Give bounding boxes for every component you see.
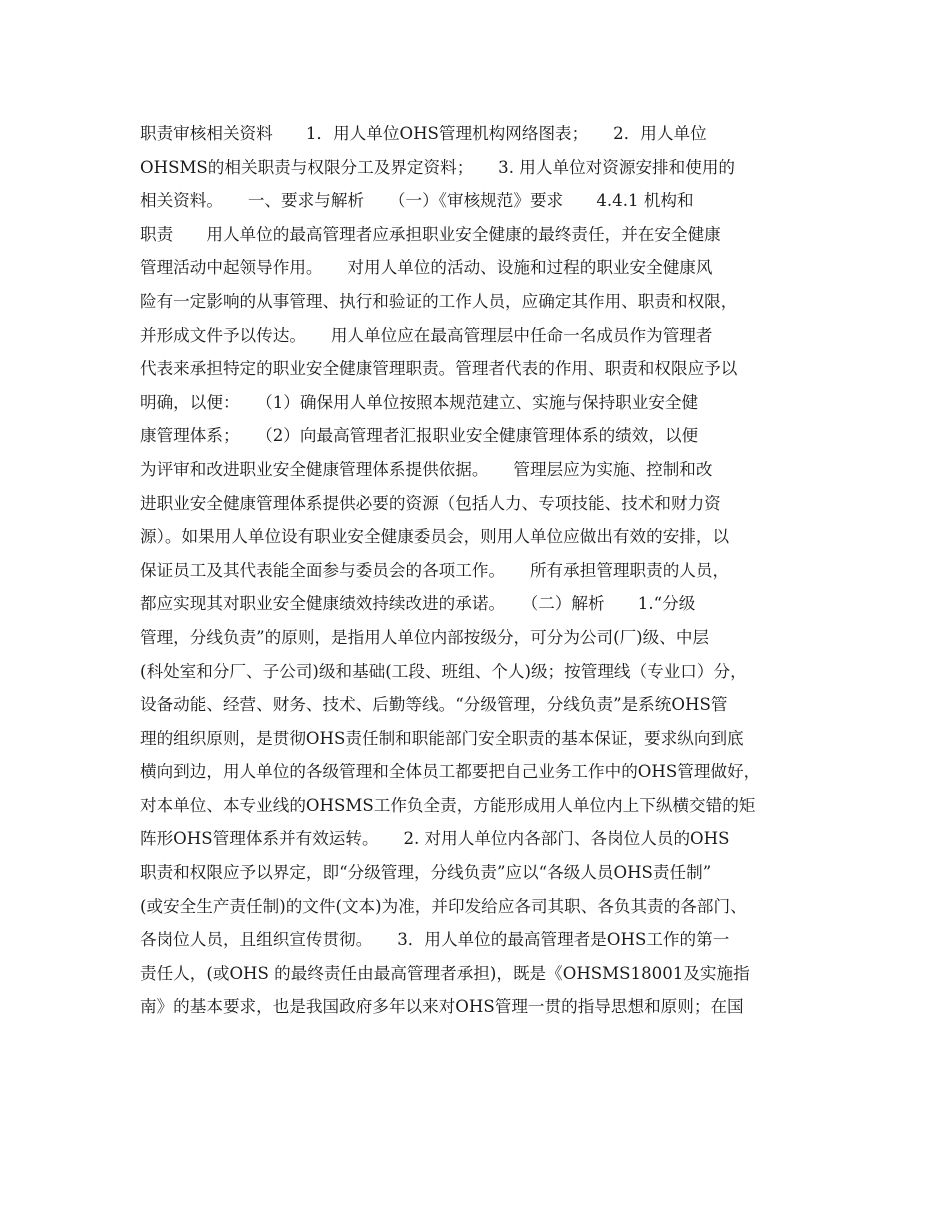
text-line: 险有一定影响的从事管理、执行和验证的工作人员，应确定其作用、职责和权限， [140, 291, 738, 311]
text-line: 康管理体系； （2）向最高管理者汇报职业安全健康管理体系的绩效，以便 [140, 426, 699, 446]
text-line: 职责 用人单位的最高管理者应承担职业安全健康的最终责任，并在安全健康 [140, 224, 721, 244]
text-line: 代表来承担特定的职业安全健康管理职责。管理者代表的作用、职责和权限应予以 [140, 359, 738, 379]
text-line: 明确，以便： （1）确保用人单位按照本规范建立、实施与保持职业安全健 [140, 392, 699, 412]
text-line: 阵形OHS管理体系并有效运转。 2. 对用人单位内各部门、各岗位人员的OHS [140, 829, 730, 849]
text-line: (科处室和分厂、子公司)级和基础(工段、班组、个人)级；按管理线（专业口）分， [140, 661, 747, 681]
text-line: 进职业安全健康管理体系提供必要的资源（包括人力、专项技能、技术和财力资 [140, 493, 721, 513]
text-line: 职责审核相关资料 1．用人单位OHS管理机构网络图表； 2．用人单位 [140, 124, 707, 143]
text-line: 为评审和改进职业安全健康管理体系提供依据。 管理层应为实施、控制和改 [140, 459, 713, 479]
text-line: 管理活动中起领导作用。 对用人单位的活动、设施和过程的职业安全健康风 [140, 258, 713, 278]
body-text [140, 117, 820, 1024]
text-line: 责任人，(或OHS 的最终责任由最高管理者承担)，既是《OHSMS18001及实施指 [140, 963, 750, 983]
text-line: 都应实现其对职业安全健康绩效持续改进的承诺。 （二）解析 1.“分级 [140, 594, 696, 614]
text-line: 职责和权限应予以界定，即“分级管理，分线负责”应以“各级人员OHS责任制” [140, 863, 712, 883]
text-line: 南》的基本要求，也是我国政府多年以来对OHS管理一贯的指导思想和原则；在国 [140, 997, 744, 1017]
text-line: 设备动能、经营、财务、技术、后勤等线。“分级管理，分线负责”是系统OHS管 [140, 695, 728, 715]
text-line: 横向到边，用人单位的各级管理和全体员工都要把自己业务工作中的OHS管理做好， [140, 762, 761, 782]
text-line: 各岗位人员，且组织宣传贯彻。 3．用人单位的最高管理者是OHS工作的第一 [140, 930, 730, 950]
text-line: 保证员工及其代表能全面参与委员会的各项工作。 所有承担管理职责的人员， [140, 560, 730, 580]
text-line: (或安全生产责任制)的文件(文本)为准，并印发给应各司其职、各负其责的各部门、 [140, 896, 747, 916]
text-line: 源）。如果用人单位设有职业安全健康委员会，则用人单位应做出有效的安排，以 [140, 527, 730, 547]
text-line: 相关资料。 一、要求与解析 （一）《审核规范》要求 4.4.1 机构和 [140, 191, 694, 211]
text-line: 管理，分线负责”的原则，是指用人单位内部按级分，可分为公司(厂)级、中层 [140, 627, 710, 647]
text-line: 并形成文件予以传达。 用人单位应在最高管理层中任命一名成员作为管理者 [140, 325, 713, 345]
text-line: 对本单位、本专业线的OHSMS工作负全责，方能形成用人单位内上下纵横交错的矩 [140, 795, 756, 815]
text-line: OHSMS的相关职责与权限分工及界定资料； 3. 用人单位对资源安排和使用的 [140, 157, 736, 177]
text-line: 理的组织原则，是贯彻OHS责任制和职能部门安全职责的基本保证，要求纵向到底 [140, 728, 744, 748]
